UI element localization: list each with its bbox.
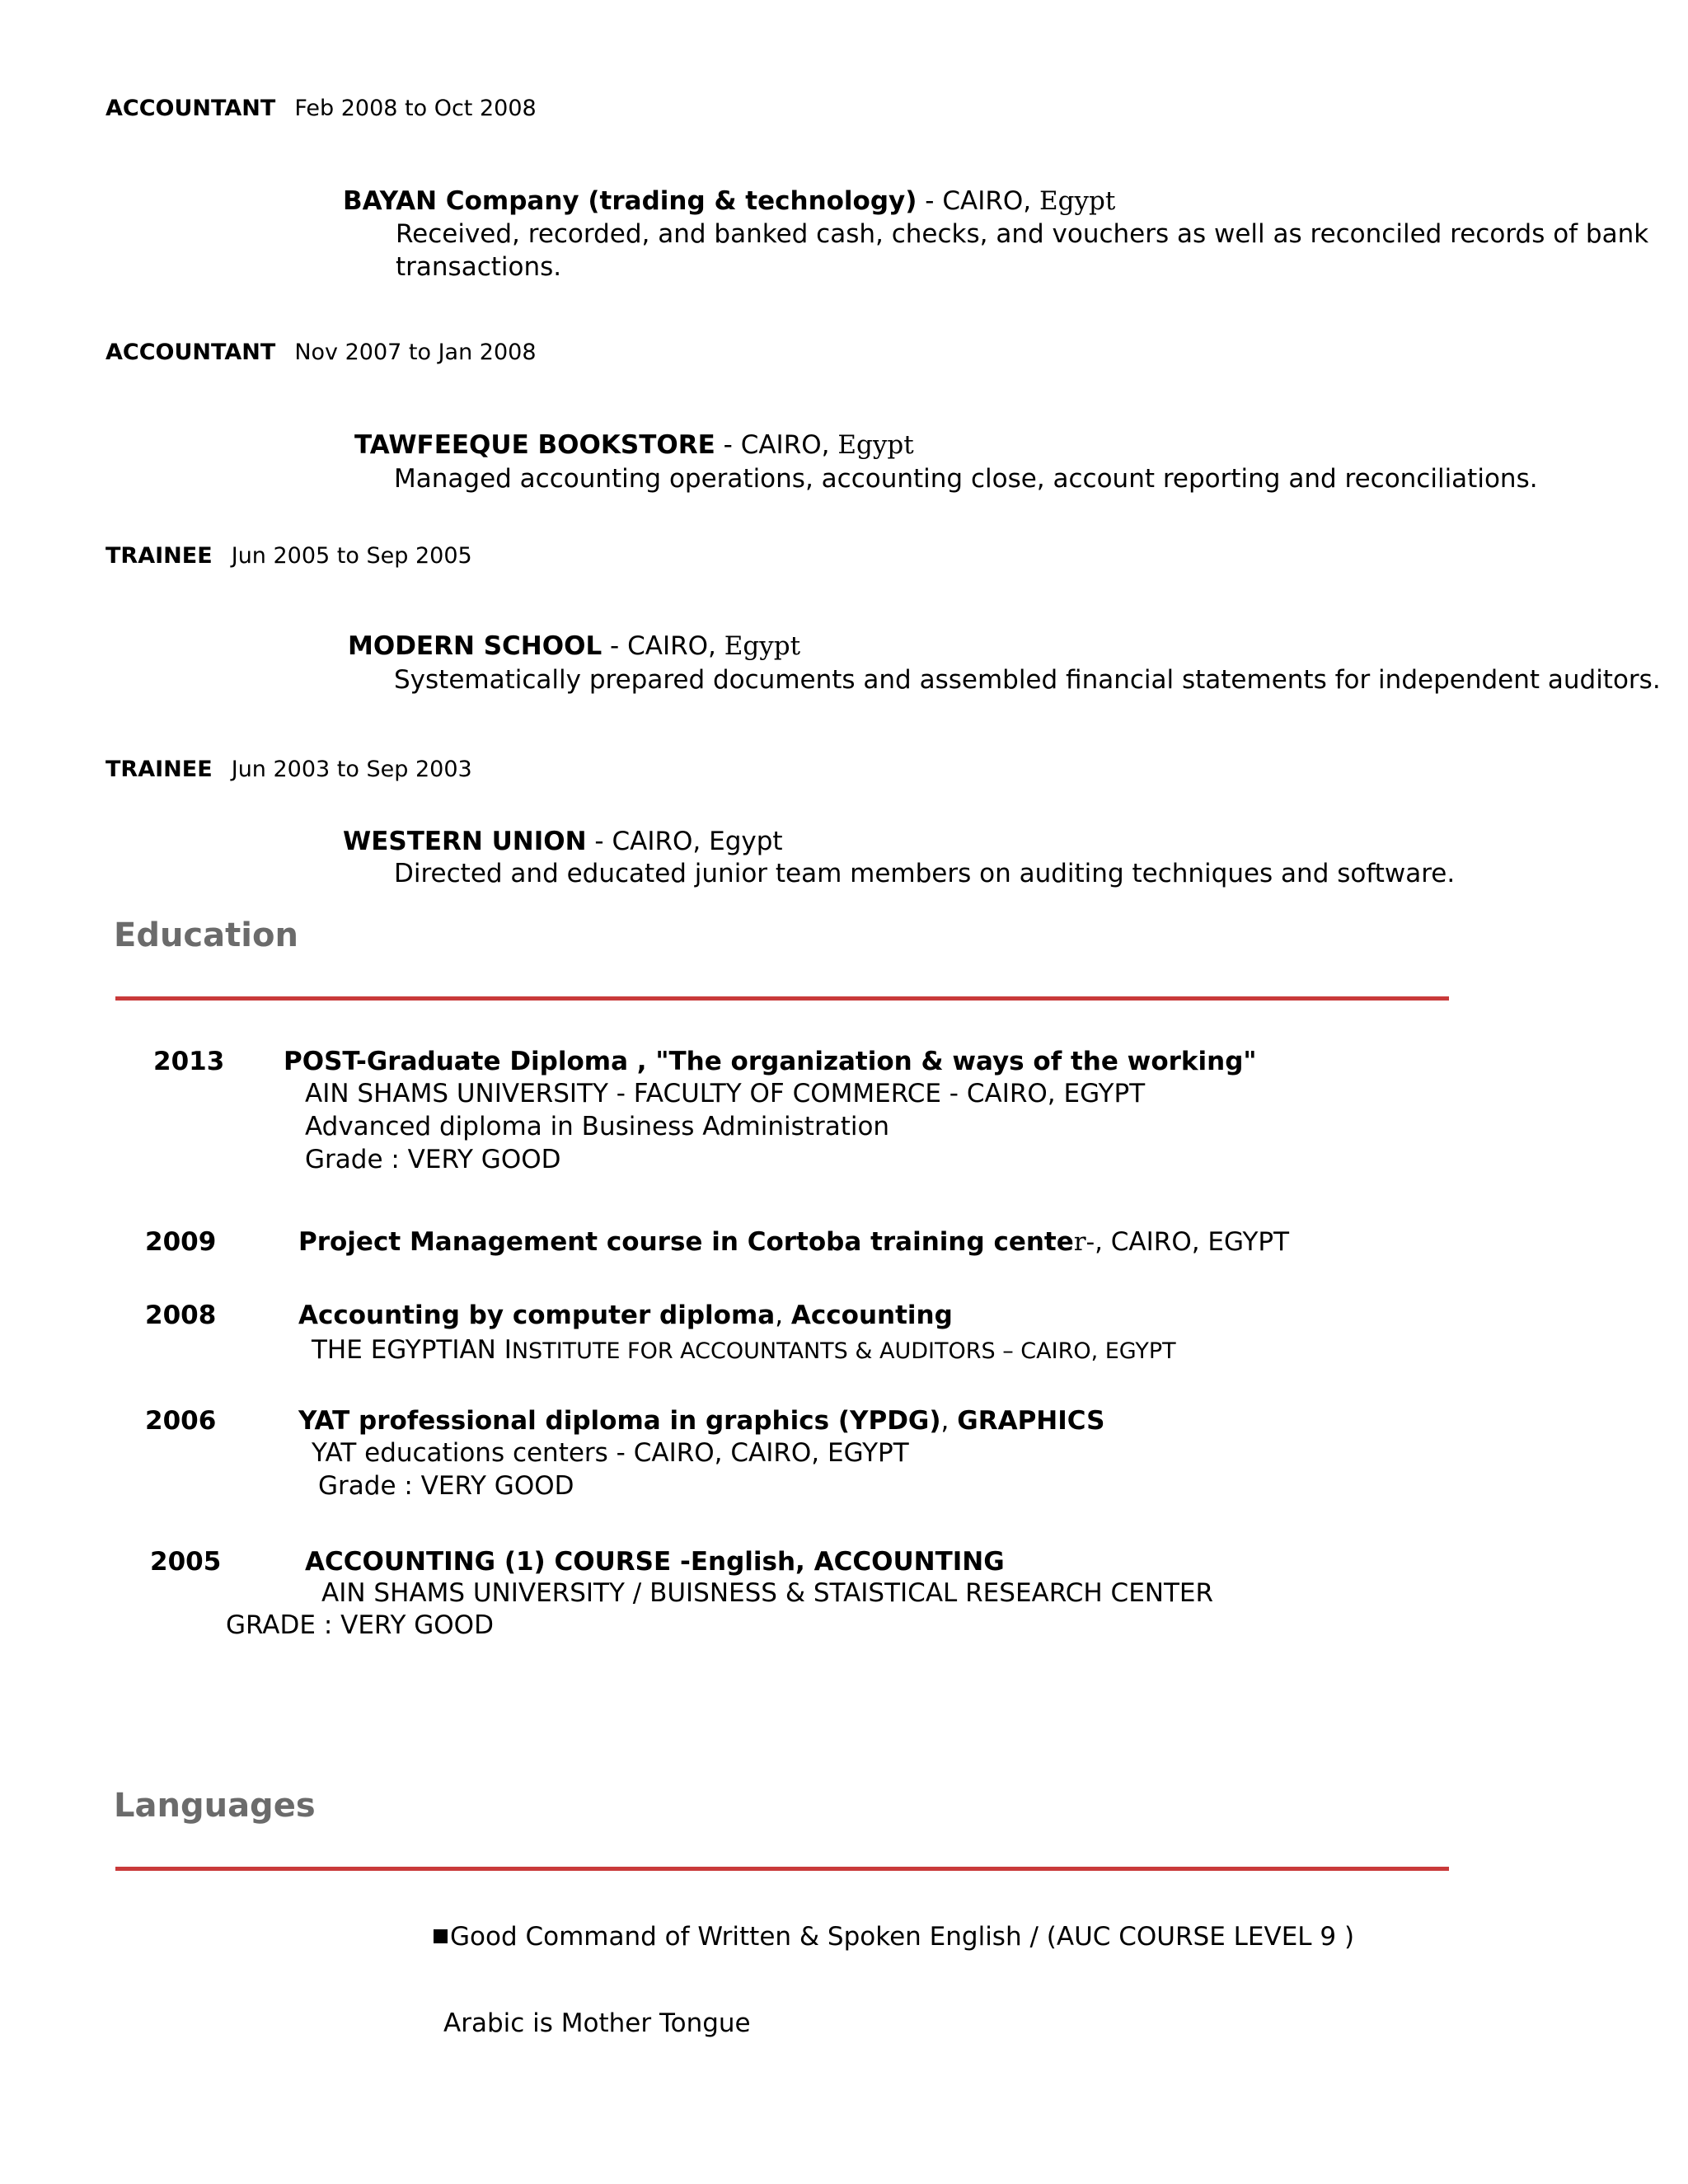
job-description (394, 857, 1455, 890)
company-line (354, 430, 914, 460)
job-header (106, 340, 537, 365)
company-city: CAIRO, (627, 631, 724, 661)
education-title (298, 1227, 1289, 1257)
education-detail: Advanced diploma in Business Administration (305, 1112, 890, 1141)
job-title: TRAINEE (106, 757, 213, 782)
section-heading-languages: Languages (114, 1787, 316, 1825)
job-dates: Jun 2003 to Sep 2003 (231, 757, 472, 782)
education-title (298, 1301, 953, 1330)
description-line: Directed and educated junior team members on auditing techniques and software. (394, 859, 1456, 888)
language-item (443, 2008, 751, 2038)
company-line (343, 186, 1115, 216)
company-city: CAIRO, Egypt (612, 827, 783, 856)
job-title: ACCOUNTANT (106, 96, 276, 121)
separator: , (775, 1301, 791, 1330)
job-header (106, 96, 537, 121)
education-year: 2008 (145, 1301, 217, 1330)
description-line: Managed accounting operations, accounting close, account reporting and reconciliations. (394, 464, 1538, 494)
education-institution: AIN SHAMS UNIVERSITY / BUISNESS & STAISTICAL RESEARCH CENTER (321, 1578, 1214, 1608)
company-name: WESTERN UNION (343, 827, 587, 856)
job-header (106, 757, 472, 782)
education-grade: Grade : VERY GOOD (305, 1145, 561, 1174)
job-dates: Feb 2008 to Oct 2008 (294, 96, 537, 121)
education-field: GRAPHICS (957, 1406, 1105, 1436)
language-item (434, 1922, 1354, 1952)
company-name: BAYAN Company (trading & technology) (343, 186, 917, 216)
company-country: Egypt (1039, 186, 1116, 216)
institution-part: THE EGYPTIAN I (312, 1335, 512, 1365)
education-field: Accounting (790, 1301, 953, 1330)
company-name: TAWFEEQUE BOOKSTORE (354, 430, 715, 460)
education-course: YAT professional diploma in graphics (YPDG) (298, 1406, 941, 1436)
education-grade: Grade : VERY GOOD (318, 1471, 574, 1501)
separator: - (602, 631, 628, 661)
education-year: 2013 (153, 1047, 225, 1076)
section-divider (115, 996, 1449, 1001)
education-title (298, 1406, 1104, 1436)
education-course: Accounting by computer diploma (298, 1301, 776, 1330)
education-year: 2006 (145, 1406, 217, 1436)
separator: - (917, 186, 943, 216)
education-title: POST-Graduate Diploma , "The organization & ways of the working" (284, 1047, 1257, 1076)
square-bullet-icon (434, 1929, 448, 1943)
job-dates: Jun 2005 to Sep 2005 (231, 543, 472, 569)
company-name: MODERN SCHOOL (348, 631, 603, 661)
education-title: ACCOUNTING (1) COURSE -English, ACCOUNTING (305, 1547, 1005, 1577)
education-year: 2005 (150, 1547, 222, 1577)
job-dates: Nov 2007 to Jan 2008 (294, 340, 537, 365)
education-course: Project Management course in Cortoba training cente (298, 1227, 1074, 1257)
language-text: Arabic is Mother Tongue (443, 2008, 751, 2038)
job-description (394, 663, 1661, 696)
education-grade: GRADE : VERY GOOD (226, 1610, 494, 1640)
job-title: TRAINEE (106, 543, 213, 569)
company-line (348, 631, 800, 661)
institution-part: NSTITUTE FOR ACCOUNTANTS & AUDITORS – CAIRO, EGYPT (511, 1338, 1176, 1364)
separator: - (586, 827, 612, 856)
education-course-suffix: r- (1073, 1227, 1095, 1257)
company-line (343, 827, 783, 856)
section-heading-education: Education (114, 916, 298, 954)
education-year: 2009 (145, 1227, 217, 1257)
company-city: CAIRO, (740, 430, 838, 460)
job-description (396, 218, 1648, 284)
language-text: Good Command of Written & Spoken English / (AUC COURSE LEVEL 9 ) (450, 1922, 1355, 1952)
job-header (106, 543, 472, 569)
separator: , (940, 1406, 958, 1436)
company-city: CAIRO, (942, 186, 1039, 216)
education-location: , CAIRO, EGYPT (1095, 1227, 1290, 1257)
education-institution (312, 1335, 1176, 1365)
separator: - (715, 430, 741, 460)
description-line: Systematically prepared documents and assembled financial statements for independent auditors. (394, 665, 1661, 695)
job-title: ACCOUNTANT (106, 340, 276, 365)
education-institution: AIN SHAMS UNIVERSITY - FACULTY OF COMMERCE - CAIRO, EGYPT (305, 1079, 1146, 1108)
section-divider (115, 1867, 1449, 1871)
job-description (394, 462, 1538, 495)
description-line: Received, recorded, and banked cash, checks, and vouchers as well as reconciled records of bank (396, 219, 1649, 249)
description-line: transactions. (396, 252, 562, 282)
education-institution: YAT educations centers - CAIRO, CAIRO, EGYPT (312, 1438, 909, 1468)
company-country: Egypt (837, 430, 914, 460)
company-country: Egypt (724, 631, 801, 661)
